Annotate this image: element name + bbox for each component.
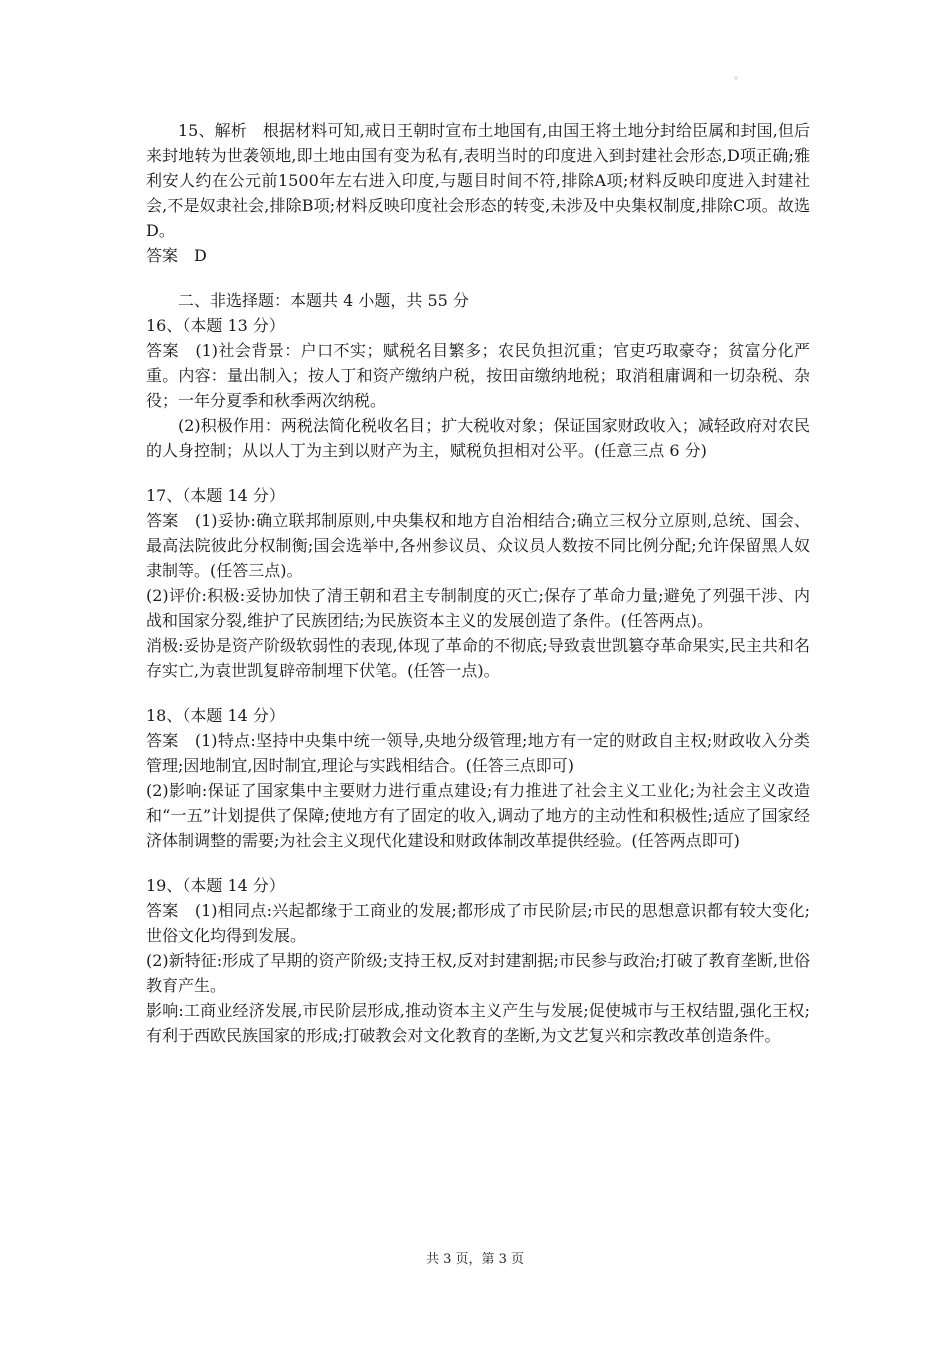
q18-answer-part1: 答案 (1)特点:坚持中央集中统一领导,央地分级管理;地方有一定的财政自主权;财政收入分类管理;因地制宜,因时制宜,理论与实践相结合。(任答三点即可): [146, 731, 810, 775]
answer-content: [146, 118, 810, 1048]
q19-answer-part2: (2)新特征:形成了早期的资产阶级;支持王权,反对封建割据;市民参与政治;打破了教育垄断,世俗教育产生。: [146, 951, 810, 995]
q17-answer-part2: (2)评价:积极:妥协加快了清王朝和君主专制制度的灭亡;保存了革命力量;避免了列强干涉、内战和国家分裂,维护了民族团结;为民族资本主义的发展创造了条件。(任答两点)。: [146, 586, 810, 630]
q17-answer-part3: 消极:妥协是资产阶级软弱性的表现,体现了革命的不彻底;导致袁世凯篡夺革命果实,民主共和名存实亡,为袁世凯复辟帝制埋下伏笔。(任答一点)。: [146, 636, 810, 680]
q18-answer-part2: (2)影响:保证了国家集中主要财力进行重点建设;有力推进了社会主义工业化;为社会主义改造和“一五”计划提供了保障;使地方有了固定的收入,调动了地方的主动性和积极性;适应了国家经济体制调整的需要;为社会主义现代化建设和财政体制改革提供经验。(任答两点即可): [146, 781, 810, 850]
q15-answer: 答案 D: [146, 246, 207, 265]
q17-answer-part1: 答案 (1)妥协:确立联邦制原则,中央集权和地方自治相结合;确立三权分立原则,总统、国会、最高法院彼此分权制衡;国会选举中,各州参议员、众议员人数按不同比例分配;允许保留黑人奴隶制等。(任答三点)。: [146, 511, 810, 580]
spacer: [146, 853, 810, 873]
q18-heading: 18、（本题 14 分）: [146, 706, 285, 725]
q15-analysis: 15、解析 根据材料可知,戒日王朝时宣布土地国有,由国王将土地分封给臣属和封国,但后来封地转为世袭领地,即土地由国有变为私有,表明当时的印度进入到封建社会形态,D项正确;雅利安人约在公元前1500年左右进入印度,与题目时间不符,排除A项;材料反映印度进入封建社会,不是奴隶社会,排除B项;材料反映印度社会形态的转变,未涉及中央集权制度,排除C项。故选D。: [146, 121, 810, 240]
spacer: [146, 268, 810, 288]
section-title: 二、非选择题：本题共 4 小题，共 55 分: [178, 291, 469, 310]
q19-answer-part3: 影响:工商业经济发展,市民阶层形成,推动资本主义产生与发展;促使城市与王权结盟,强化王权;有利于西欧民族国家的形成;打破教会对文化教育的垄断,为文艺复兴和宗教改革创造条件。: [146, 1001, 810, 1045]
page-footer: 共 3 页，第 3 页: [425, 1252, 525, 1267]
spacer: [146, 463, 810, 483]
q19-heading: 19、（本题 14 分）: [146, 876, 285, 895]
q16-heading: 16、（本题 13 分）: [146, 316, 285, 335]
q16-answer-part2: (2)积极作用：两税法简化税收名目；扩大税收对象；保证国家财政收入；减轻政府对农民的人身控制；从以人丁为主到以财产为主，赋税负担相对公平。(任意三点 6 分): [146, 416, 810, 460]
q17-heading: 17、（本题 14 分）: [146, 486, 285, 505]
q19-answer-part1: 答案 (1)相同点:兴起都缘于工商业的发展;都形成了市民阶层;市民的思想意识都有较大变化;世俗文化均得到发展。: [146, 901, 810, 945]
scan-mark: [734, 76, 738, 80]
q16-answer-part1: 答案 (1)社会背景：户口不实；赋税名目繁多；农民负担沉重；官吏巧取豪夺；贫富分化严重。内容：量出制入；按人丁和资产缴纳户税，按田亩缴纳地税；取消租庸调和一切杂税、杂役；一年分夏季和秋季两次纳税。: [146, 341, 810, 410]
spacer: [146, 683, 810, 703]
